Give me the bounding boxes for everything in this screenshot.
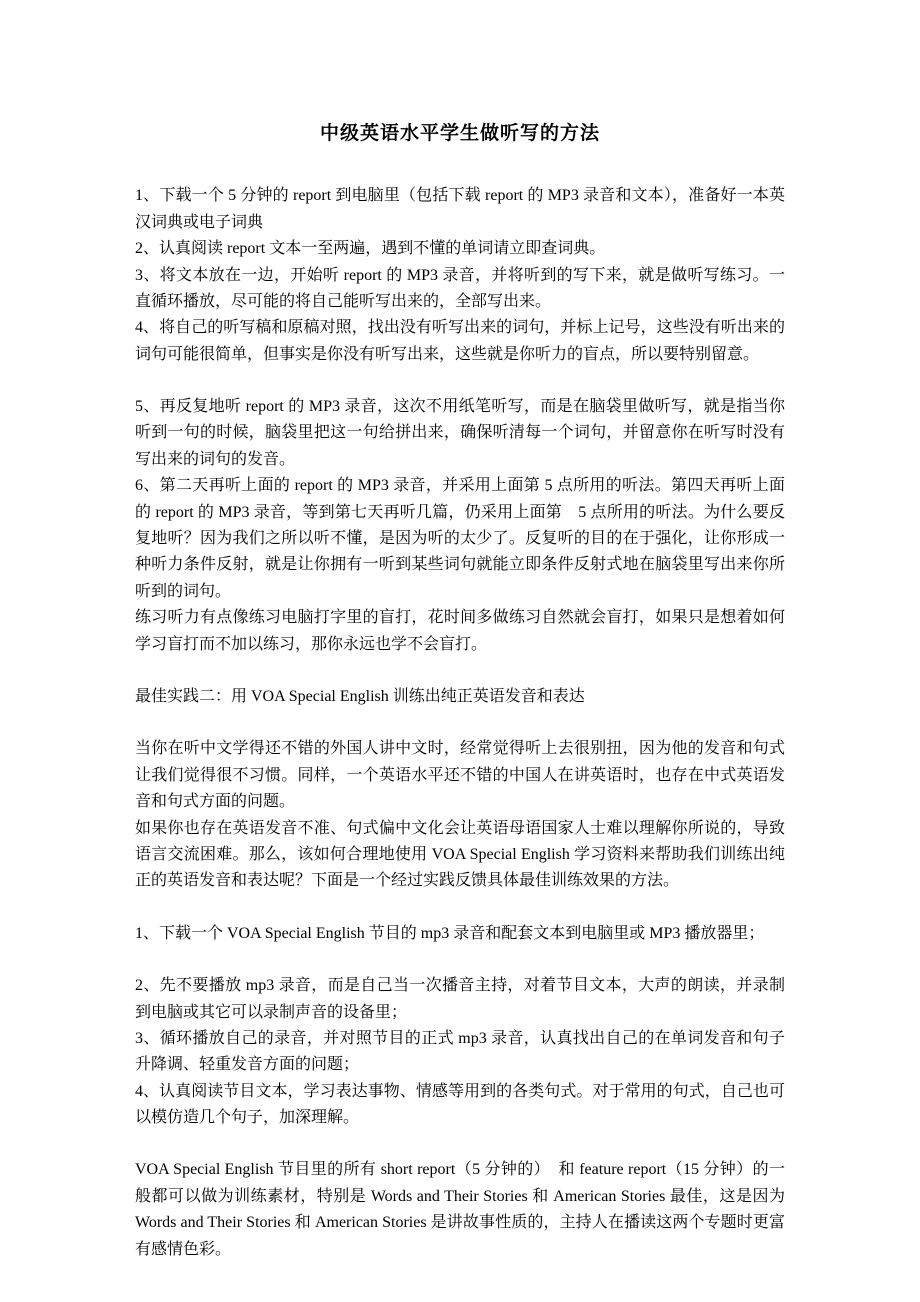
paragraph-best-practice-2-heading: 最佳实践二：用 VOA Special English 训练出纯正英语发音和表达 [135,687,585,705]
document-body [135,183,785,1263]
paragraph-typing-analogy: 练习听力有点像练习电脑打字里的盲打，花时间多做练习自然就会盲打，如果只是想着如何学习盲打而不加以练习，那你永远也学不会盲打。 [135,609,785,653]
paragraph-step-4: 4、将自己的听写稿和原稿对照，找出没有听写出来的词句，并标上记号，这些没有听出来的词句可能很简单，但事实是你没有听写出来，这些就是你听力的盲点，所以要特别留意。 [135,319,785,363]
paragraph-step-2: 2、认真阅读 report 文本一至两遍，遇到不懂的单词请立即查词典。 [135,240,606,258]
document-title: 中级英语水平学生做听写的方法 [319,123,600,144]
paragraph-voa-step-2: 2、先不要播放 mp3 录音，而是自己当一次播音主持，对着节目文本，大声的朗读，并录制到电脑或其它可以录制声音的设备里； [135,977,785,1021]
paragraph-voa-step-1: 1、下载一个 VOA Special English 节目的 mp3 录音和配套文本到电脑里或 MP3 播放器里； [135,924,765,942]
paragraph-voa-material-note: VOA Special English 节目里的所有 short report（5 分钟的） 和 feature report（15 分钟）的一般都可以做为训练素材，特别是 Words and Their Stories 和 American Stories 最佳，这是因为 Words and Their Stories 和 American Stories 是讲故事性质的，主持人在播读这两个专题时更富有感情色彩。 [135,1161,785,1258]
paragraph-voa-step-3: 3、循环播放自己的录音，并对照节目的正式 mp3 录音，认真找出自己的在单词发音和句子升降调、轻重发音方面的问题； [135,1029,785,1074]
paragraph-voa-usage-intro: 如果你也存在英语发音不准、句式偏中文化会让英语母语国家人士难以理解你所说的，导致语言交流困难。那么，该如何合理地使用 VOA Special English 学习资料来帮助我们训练出纯正的英语发音和表达呢？下面是一个经过实践反馈具体最佳训练效果的方法。 [135,819,785,890]
paragraph-accent-intro: 当你在听中文学得还不错的外国人讲中文时，经常觉得听上去很别扭，因为他的发音和句式让我们觉得很不习惯。同样，一个英语水平还不错的中国人在讲英语时，也存在中式英语发音和句式方面的问题。 [135,740,785,811]
paragraph-step-6: 6、第二天再听上面的 report 的 MP3 录音，并采用上面第 5 点所用的听法。第四天再听上面的 report 的 MP3 录音，等到第七天再听几篇，仍采用上面第 5 点所用的听法。为什么要反复地听？因为我们之所以听不懂，是因为听的太少了。反复听的目的在于强化，让你形成一种听力条件反射，就是让你拥有一听到某些词句就能立即条件反射式地在脑袋里写出来你所听到的词句。 [135,477,785,600]
paragraph-step-5: 5、再反复地听 report 的 MP3 录音，这次不用纸笔听写，而是在脑袋里做听写，就是指当你听到一句的时候，脑袋里把这一句给拼出来，确保听清每一个词句，并留意你在听写时没有写出来的词句的发音。 [135,398,785,468]
paragraph-step-1: 1、下载一个 5 分钟的 report 到电脑里（包括下载 report 的 MP3 录音和文本），准备好一本英汉词典或电子词典 [135,187,785,231]
paragraph-step-3: 3、将文本放在一边，开始听 report 的 MP3 录音，并将听到的写下来，就是做听写练习。一直循环播放，尽可能的将自己能听写出来的，全部写出来。 [135,266,785,310]
paragraph-voa-step-4: 4、认真阅读节目文本，学习表达事物、情感等用到的各类句式。对于常用的句式，自己也可以模仿造几个句子，加深理解。 [135,1082,785,1127]
